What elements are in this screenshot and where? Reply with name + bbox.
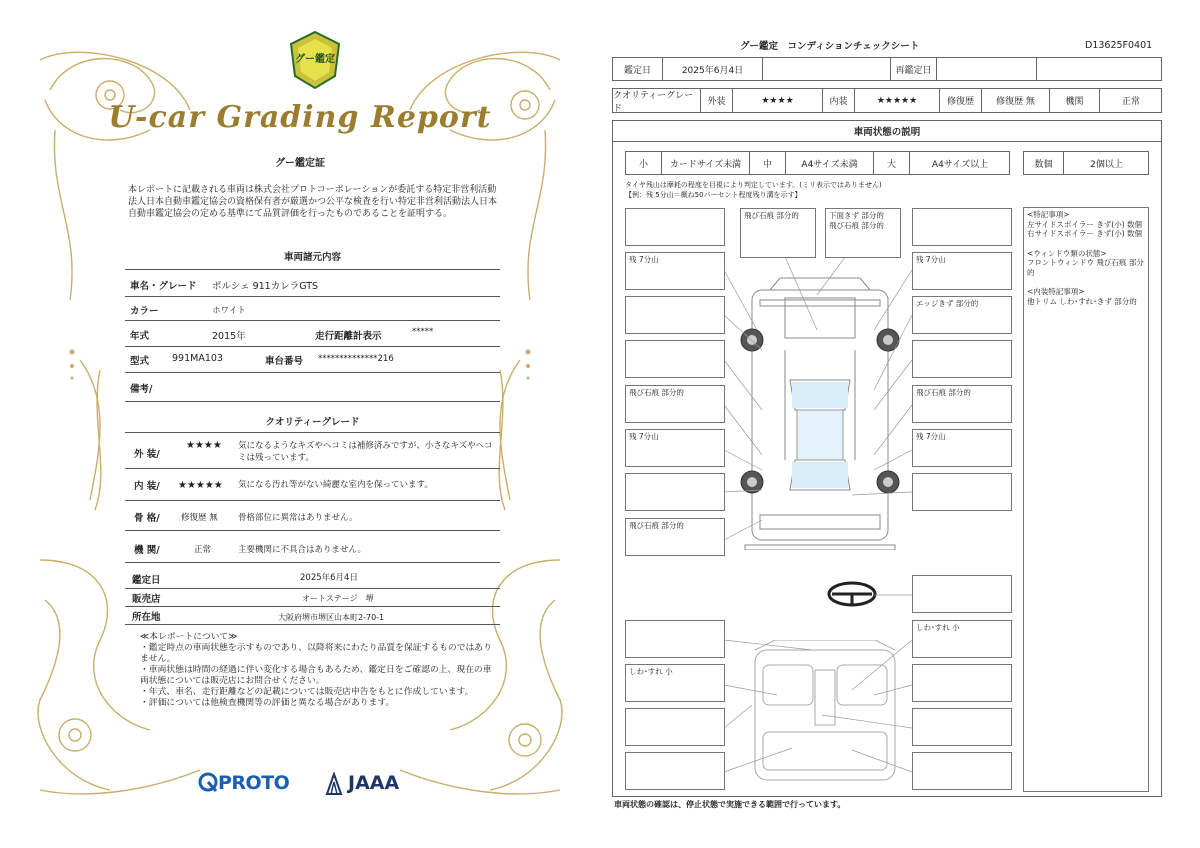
divider <box>125 606 500 607</box>
interior-label: 内装 <box>823 89 855 112</box>
comment-box <box>912 385 1012 423</box>
comment-box <box>625 752 725 790</box>
comment-box <box>625 252 725 290</box>
comment-box <box>912 429 1012 467</box>
year-label: 年式 <box>130 331 150 342</box>
window-note: フロントウィンドウ 飛び石痕 部分的 <box>1027 258 1144 277</box>
comment-box <box>912 252 1012 290</box>
notes-heading: ≪本レポートについて≫ <box>140 632 238 642</box>
comment-box <box>625 385 725 423</box>
comment-box <box>625 664 725 702</box>
comment-box <box>912 620 1012 658</box>
engine-value: 正常 <box>1121 97 1140 107</box>
size-large-desc: A4サイズ以上 <box>931 159 989 170</box>
sheet-title: グー鑑定 コンディションチェックシート <box>740 41 920 52</box>
count-legend <box>1023 151 1149 175</box>
exterior-stars: ★★★★ <box>186 440 222 451</box>
exterior-description: 気になるようなキズやヘコミは補修済みですが、小さなキズやヘコミは残っています。 <box>238 441 493 463</box>
jaaa-logo: JAAA <box>348 772 400 794</box>
frame-value: 修復歴 無 <box>181 513 218 523</box>
spec-section-title: 車両諸元内容 <box>283 252 341 263</box>
comment-box <box>625 208 725 246</box>
comment-box <box>625 708 725 746</box>
divider <box>125 432 500 433</box>
divider <box>125 320 500 321</box>
dealer-label: 販売店 <box>132 594 161 605</box>
engine-description: 主要機関に不具合はありません。 <box>238 545 367 555</box>
regrading-date-label: 再鑑定日 <box>891 58 937 80</box>
model-label: 型式 <box>130 356 150 367</box>
tire-note-example: 【例：残 5分山＝概ね50パーセント程度残り溝を示す】 <box>625 191 802 199</box>
divider <box>125 346 500 347</box>
size-medium-label: 中 <box>750 152 786 174</box>
color-value: ホワイト <box>212 306 246 316</box>
comment-box <box>740 208 816 258</box>
comment-box <box>912 575 1012 613</box>
comment-box <box>625 340 725 378</box>
mileage-label: 走行距離計表示 <box>315 331 382 342</box>
repair-history-label: 修復歴 <box>940 89 982 112</box>
comment-box <box>912 708 1012 746</box>
special-note: 左サイドスポイラー きず(小) 数個 <box>1027 219 1143 229</box>
comment-box <box>912 664 1012 702</box>
report-notes <box>140 632 500 709</box>
quality-grade-label: クオリティーグレード <box>613 89 701 112</box>
divider <box>125 624 500 625</box>
interior-label: 内 装/ <box>134 481 160 492</box>
certificate-title: グー鑑定証 <box>275 158 325 169</box>
count-label: 数個 <box>1024 152 1064 174</box>
divider <box>125 296 500 297</box>
document-id: D13625F0401 <box>1085 40 1153 51</box>
engine-label: 機 関/ <box>134 545 160 556</box>
divider <box>125 468 500 469</box>
remarks-label: 備考/ <box>130 384 153 395</box>
interior-notes-title: <内装特記事項> <box>1027 287 1085 296</box>
regrading-date-value <box>937 58 1037 80</box>
comment-text: しわ･すれ 小 <box>916 623 960 632</box>
jaaa-logo-icon <box>325 772 343 796</box>
badge-label: グー鑑定 <box>295 54 335 65</box>
exterior-stars: ★★★★ <box>733 89 823 112</box>
comment-text: 下面きず 部分的 <box>829 211 884 220</box>
note-item: ・鑑定時点の車両状態を示すものであり、以降将来にわたり品質を保証するものではありません。 <box>140 643 492 664</box>
car-name-label: 車名・グレード <box>130 281 197 292</box>
sheet-footer-note: 車両状態の確認は、停止状態で実施できる範囲で行っています。 <box>614 800 846 809</box>
dealer-value: オートステージ 堺 <box>302 594 374 603</box>
comment-text: 残 7分山 <box>629 432 659 441</box>
divider <box>125 500 500 501</box>
size-legend <box>625 151 1010 175</box>
comment-box <box>912 473 1012 511</box>
engine-value: 正常 <box>194 545 212 555</box>
exterior-label: 外 装/ <box>134 449 160 460</box>
comment-box <box>825 208 901 258</box>
interior-note: 他トリム しわ･すれ･きず 部分的 <box>1027 296 1137 306</box>
address-value: 大阪府堺市堺区山本町2-70-1 <box>278 613 385 622</box>
color-label: カラー <box>130 306 159 317</box>
interior-description: 気になる汚れ等がない綺麗な室内を保っています。 <box>238 480 433 490</box>
divider <box>125 269 500 270</box>
interior-stars: ★★★★★ <box>178 480 223 491</box>
engine-label: 機関 <box>1050 89 1100 112</box>
comment-box <box>625 518 725 556</box>
count-desc: 2個以上 <box>1090 159 1123 170</box>
condition-section-title: 車両状態の説明 <box>612 120 1162 142</box>
comment-text: 残 7分山 <box>916 432 946 441</box>
divider <box>125 562 500 563</box>
year-value: 2015年 <box>212 331 246 342</box>
proto-logo-icon <box>198 771 218 795</box>
chassis-label: 車台番号 <box>265 356 304 367</box>
divider <box>125 372 500 373</box>
grading-date-label: 鑑定日 <box>613 58 663 80</box>
comment-box <box>625 429 725 467</box>
comment-text: エッジきず 部分的 <box>916 299 979 308</box>
address-label: 所在地 <box>132 612 161 623</box>
report-script-title: U-car Grading Report <box>108 100 492 135</box>
comment-box <box>912 208 1012 246</box>
comment-text: 飛び石痕 部分的 <box>744 211 799 220</box>
special-notes-panel <box>1023 207 1149 792</box>
chassis-value: **************216 <box>318 354 394 364</box>
empty-cell <box>763 58 891 80</box>
comment-text: しわ･すれ 小 <box>629 667 673 676</box>
quality-section-title: クオリティーグレード <box>265 417 360 428</box>
comment-text: 飛び石痕 部分的 <box>829 221 884 230</box>
mileage-value: ***** <box>412 327 434 337</box>
size-small-label: 小 <box>626 152 662 174</box>
note-item: ・年式、車名、走行距離などの記載については販売店申告をもとに作成しています。 <box>140 687 474 697</box>
grading-date-label: 鑑定日 <box>132 575 161 586</box>
divider <box>125 588 500 589</box>
exterior-label: 外装 <box>701 89 733 112</box>
divider <box>125 401 500 402</box>
divider <box>125 530 500 531</box>
model-value: 991MA103 <box>172 353 223 364</box>
quality-row <box>612 88 1162 113</box>
size-small-desc: カードサイズ未満 <box>662 152 750 174</box>
repair-history-value: 修復歴 無 <box>982 89 1050 112</box>
size-medium-desc: A4サイズ未満 <box>786 152 874 174</box>
window-notes-title: <ウィンドウ類の状態> <box>1027 248 1107 258</box>
frame-label: 骨 格/ <box>134 513 160 524</box>
size-large-label: 大 <box>874 152 910 174</box>
note-item: ・車両状態は時間の経過に伴い変化する場合もあるため、鑑定日をご確認の上、現在の車両状態については販売店にお問合せください。 <box>140 665 492 686</box>
note-item: ・評価については他検査機関等の評価と異なる場合があります。 <box>140 698 395 708</box>
comment-box <box>912 752 1012 790</box>
comment-text: 飛び石痕 部分的 <box>629 388 684 397</box>
interior-stars: ★★★★★ <box>855 89 940 112</box>
proto-logo: PROTO <box>218 772 290 794</box>
comment-box <box>625 620 725 658</box>
special-notes-title: <特記事項> <box>1027 210 1070 219</box>
comment-box <box>625 296 725 334</box>
comment-box <box>912 296 1012 334</box>
comment-box <box>625 473 725 511</box>
certificate-body: 本レポートに記載される車両は株式会社プロトコーポレーションが委託する特定非営利活動法人日本自動車鑑定協会の資格保有者が厳選かつ公平な検査を行い特定非営利活動法人日本自動車鑑定協会の定める基準にて品質評価を行ったものであることを証明する。 <box>128 185 498 219</box>
car-name-value: ポルシェ 911カレラGTS <box>212 281 319 292</box>
grading-date-value: 2025年6月4日 <box>663 58 763 80</box>
special-note: 右サイドスポイラー きず(小) 数個 <box>1027 229 1143 238</box>
grading-date-value: 2025年6月4日 <box>300 573 358 583</box>
comment-text: 飛び石痕 部分的 <box>916 388 971 397</box>
comment-box <box>912 340 1012 378</box>
comment-text: 飛び石痕 部分的 <box>629 521 684 530</box>
tire-note: タイヤ残山は摩耗の程度を目視により判定しています。(ミリ表示ではありません) <box>625 181 882 189</box>
date-row <box>612 57 1162 81</box>
comment-text: 残 7分山 <box>629 255 659 264</box>
comment-text: 残 7分山 <box>916 255 946 264</box>
frame-description: 骨格部位に異常はありません。 <box>238 513 358 523</box>
